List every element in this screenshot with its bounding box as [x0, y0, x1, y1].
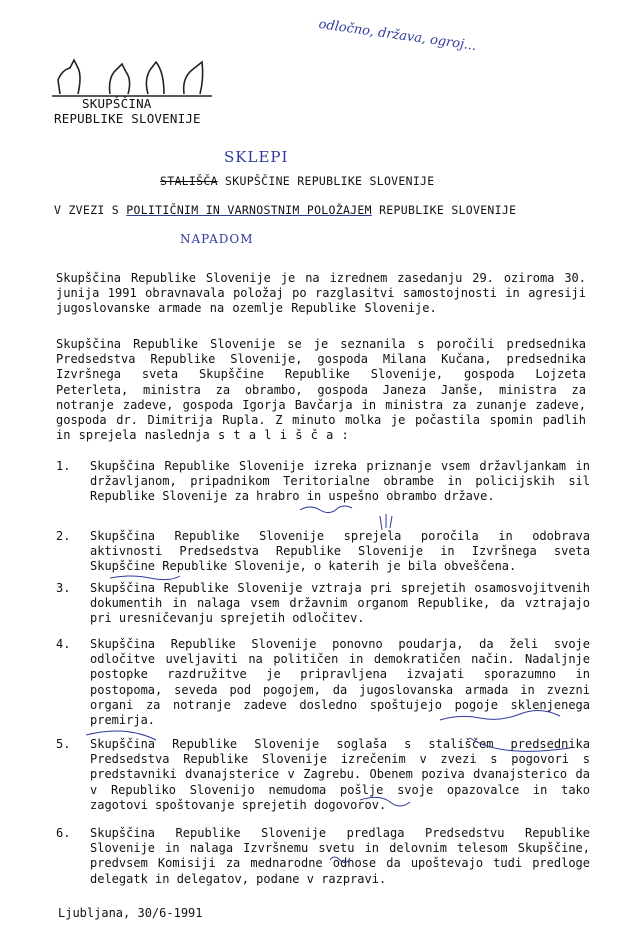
item-number: 6.: [56, 826, 71, 840]
item-text: Skupščina Republike Slovenije vztraja pri sprejetih osamosvojitvenih dokumentih in nalaga vsem državnim organom Republike, da vztrajajo pri uresničevanju sprejetih odločitev.: [90, 581, 590, 626]
place-date: Ljubljana, 30/6-1991: [58, 906, 203, 920]
scribble-mark: [330, 857, 350, 863]
scribble-mark: [440, 710, 560, 720]
item-number: 1.: [56, 459, 71, 473]
scribble-mark: [470, 738, 570, 751]
title-struck-word: STALIŠČA: [160, 174, 218, 188]
item-number: 3.: [56, 581, 71, 595]
handwritten-note-top: odločno, država, ogroj...: [317, 17, 478, 54]
item-text: Skupščina Republike Slovenije ponovno poudarja, da želi svoje odločitve uveljaviti na političen in demokratičen način. Nadaljnje postopke razdružitve je pripravljena izvajati sporazumno in postopoma, seveda pod pogojem, da jugoslovanska armada in zvezni organi za notranje zadeve dosledno spoštujejo pogoje sklenjenega premirja.: [90, 637, 590, 728]
subtitle-underlined: POLITIČNIM IN VARNOSTNIM POLOŽAJEM: [126, 203, 372, 217]
title-rest: SKUPŠČINE REPUBLIKE SLOVENIJE: [217, 174, 435, 188]
item-number: 4.: [56, 637, 71, 651]
item-number: 2.: [56, 529, 71, 543]
scribble-mark: [360, 797, 410, 806]
scribble-mark: [380, 514, 392, 530]
scribble-mark: [86, 731, 156, 740]
intro-paragraph-2: Skupščina Republike Slovenije se je seznanila s poročili predsednika Predsedstva Republike Slovenije, gospoda Milana Kučana, predsednika Izvršnega sveta Skupščine Republike Slovenije, gospoda Lojzeta Peterleta, ministra za obrambo, gospoda Janeza Janše, ministra za notranje zadeve, gospoda Igorja Bavčarja in ministra za zunanje zadeve, gospoda dr. Dimitrija Rupla. Z minuto molka je počastila spomin padlih in sprejela naslednja s t a l i š č a :: [56, 337, 586, 443]
handwritten-sklepi: SKLEPI: [224, 148, 289, 166]
item-text: Skupščina Republike Slovenije predlaga Predsedstvu Republike Slovenije in nalaga Izvršnemu svetu in delovnim telesom Skupščine, predvsem Komisiji za mednarodne odnose da upoštevajo tudi predloge delegatk in delegatov, podane v razpravi.: [90, 826, 590, 886]
handwritten-napadom: NAPADOM: [180, 232, 254, 246]
subtitle-part-2: REPUBLIKE SLOVENIJE: [371, 203, 517, 217]
scribble-mark: [110, 576, 180, 580]
item-text: Skupščina Republike Slovenije soglaša s stališčem predsednika Predsedstva Republike Slovenije izrečenim v zvezi s pogovori s predstavniki dvanajsterice v Zagrebu. Obenem poziva dvanajsterico da v Republiko Slovenijo nemudoma pošlje svoje opazovalce in tako zagotovi spoštovanje sprejetih dogovorov.: [90, 737, 590, 812]
item-number: 5.: [56, 737, 71, 751]
item-text: Skupščina Republike Slovenije sprejela poročila in odobrava aktivnosti Predsedstva Republike Slovenije in Izvršnega sveta Skupščine Republike Slovenije, o katerih je bila obveščena.: [90, 529, 590, 574]
scribble-mark: [300, 506, 352, 513]
item-text: Skupščina Republike Slovenije izreka priznanje vsem državljankam in državljanom, pripadnikom Teritorialne obrambe in policijskih sil Republike Slovenije za hrabro in uspešno obrambo države.: [90, 459, 590, 504]
subtitle-part-1: V ZVEZI S: [54, 203, 127, 217]
institution-line-2: REPUBLIKE SLOVENIJE: [54, 111, 201, 126]
intro-paragraph-1: Skupščina Republike Slovenije je na izrednem zasedanju 29. oziroma 30. junija 1991 obravnavala položaj po razglasitvi samostojnosti in agresiji jugoslovanske armade na ozemlje Republike Slovenije.: [56, 271, 586, 316]
institution-line-1: SKUPŠČINA: [82, 96, 152, 111]
